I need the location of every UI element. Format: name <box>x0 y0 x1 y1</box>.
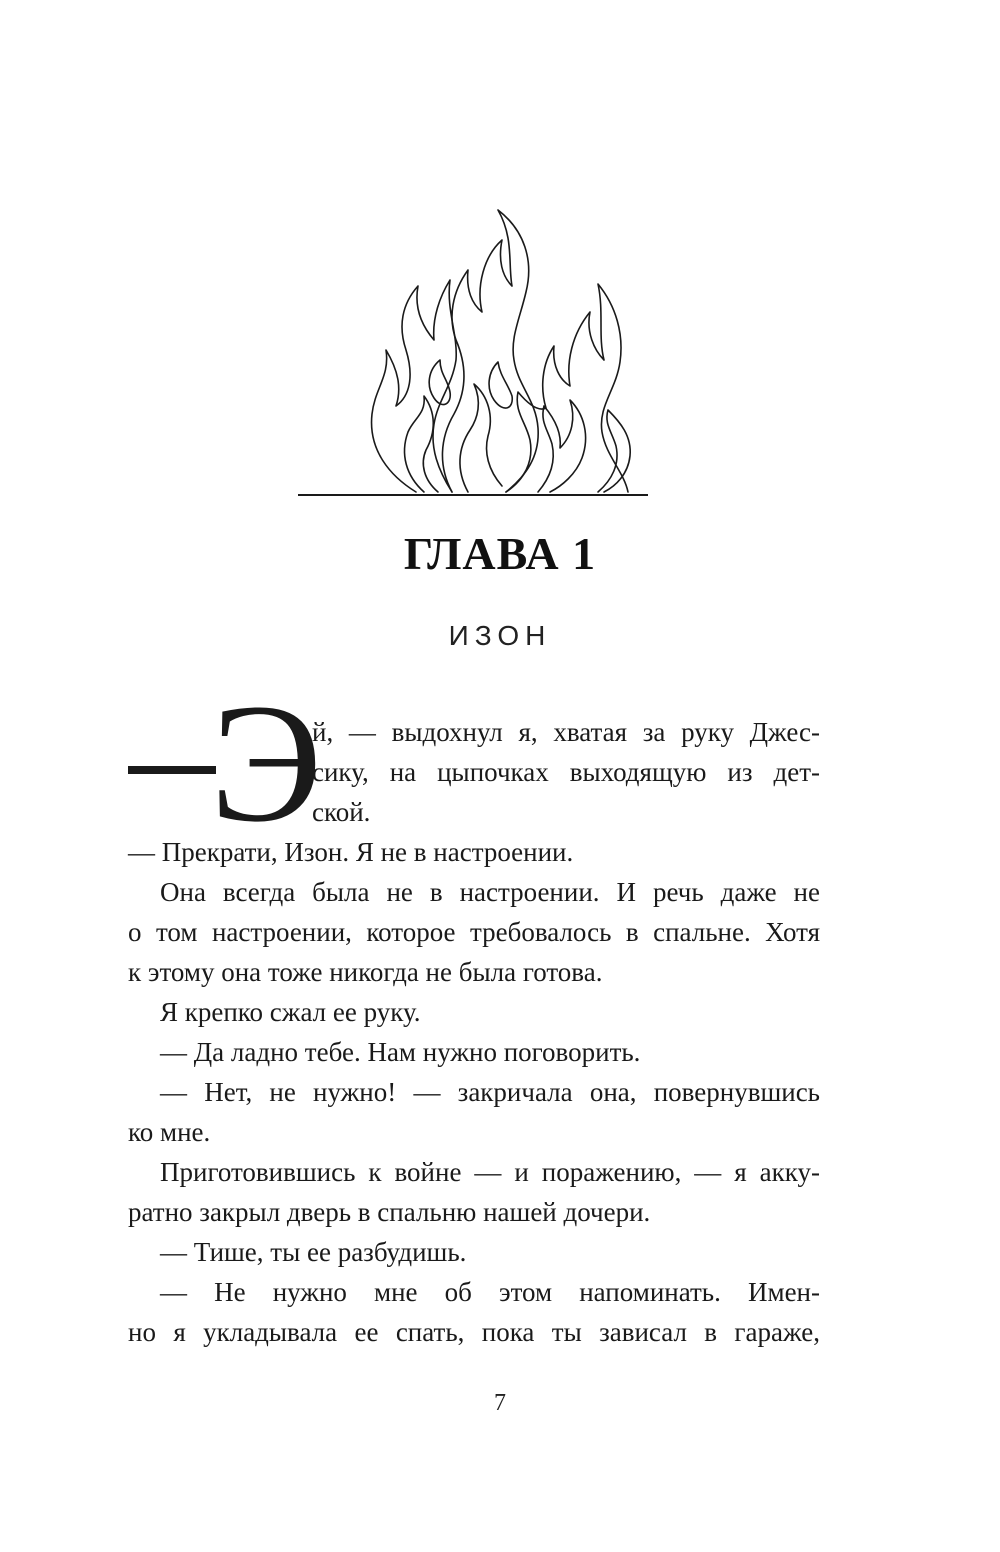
drop-cap <box>128 669 323 857</box>
flame-icon <box>298 200 648 500</box>
page-number: 7 <box>494 1390 506 1416</box>
text-line: ратно закрыл дверь в спальню нашей дочери. <box>128 1197 651 1227</box>
drop-cap-letter: Э <box>210 669 323 857</box>
chapter-subtitle: ИЗОН <box>448 620 552 651</box>
text-line: ко мне. <box>128 1117 211 1147</box>
text-line: — Нет, не нужно! — закричала она, повернувшись <box>160 1077 820 1107</box>
text-line: ской. <box>312 797 371 827</box>
text-line: но я укладывала ее спать, пока ты зависал в гараже, <box>128 1317 820 1347</box>
flame-ornament <box>298 200 648 500</box>
text-line: Она всегда была не в настроении. И речь даже не <box>160 877 820 907</box>
text-line: о том настроении, которое требовалось в спальне. Хотя <box>128 917 820 947</box>
text-line: — Тише, ты ее разбудишь. <box>160 1237 467 1267</box>
text-line: Приготовившись к войне — и поражению, — я акку- <box>160 1157 820 1187</box>
text-line: к этому она тоже никогда не была готова. <box>128 957 603 987</box>
text-line: — Не нужно мне об этом напоминать. Имен- <box>160 1277 820 1307</box>
text-line: — Да ладно тебе. Нам нужно поговорить. <box>160 1037 641 1067</box>
text-line: Я крепко сжал ее руку. <box>160 997 421 1027</box>
text-line: — Прекрати, Изон. Я не в настроении. <box>128 837 574 867</box>
text-line: сику, на цыпочках выходящую из дет- <box>312 757 820 787</box>
text-line: й, — выдохнул я, хватая за руку Джес- <box>312 717 820 747</box>
drop-cap-dash <box>128 766 216 774</box>
chapter-title: ГЛАВА 1 <box>403 528 597 579</box>
